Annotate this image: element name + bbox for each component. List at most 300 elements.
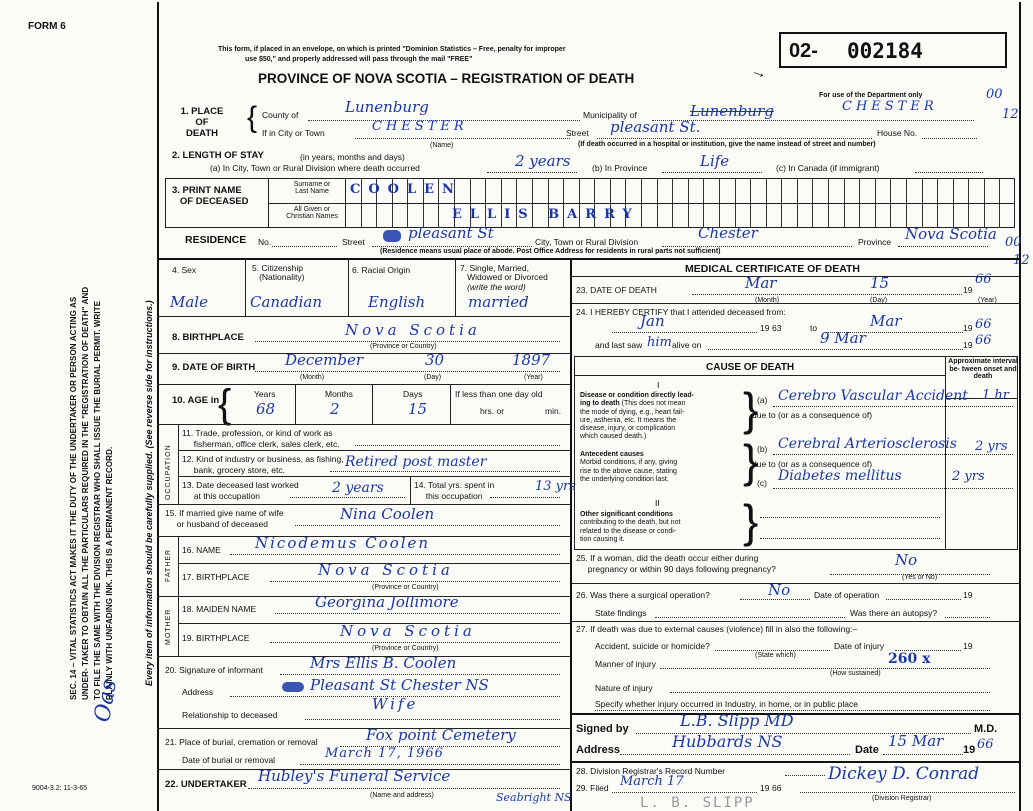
informant-sig-value[interactable]: Mrs Ellis B. Coolen [310, 654, 457, 672]
cause-c-line [773, 488, 1013, 489]
disease-brace: } [743, 383, 759, 435]
undertaker-value[interactable]: Hubley's Funeral Service [258, 767, 451, 785]
signature-top-rule [572, 713, 1019, 715]
total-years-value[interactable]: 13 yrs [535, 479, 576, 494]
father-name-value[interactable]: Nicodemus Coolen [255, 534, 431, 552]
sex-label: 4. Sex [172, 265, 197, 275]
relation-value[interactable]: Wife [372, 695, 419, 713]
due-to-1: due to (or as a consequence of) [752, 410, 873, 420]
name-letter-cell [828, 203, 829, 228]
last-saw-label: and last saw [595, 340, 643, 350]
informant-sig-label: 20. Signature of informant [165, 665, 263, 675]
name-letter-cell [828, 178, 829, 203]
which-sub: (State which) [755, 652, 796, 659]
nature-label: Nature of injury [595, 683, 653, 693]
cause-c-value[interactable]: Diabetes mellitus [778, 468, 902, 484]
form-number: FORM 6 [28, 21, 66, 32]
op-date-label: Date of operation [814, 590, 880, 600]
col-6-7 [455, 258, 456, 316]
nature-line [670, 692, 990, 693]
mother-bp-sub: (Province or Country) [372, 645, 439, 652]
col-4-5 [245, 258, 246, 316]
injury-date-label: Date of injury [834, 641, 885, 651]
name-letter-cell [548, 178, 549, 203]
relation-line [305, 719, 560, 720]
registration-prefix: 02- [789, 40, 818, 62]
residence-province-line [898, 246, 988, 247]
surname-label: Surname or Last Name [293, 181, 331, 195]
cause-header-rule [574, 375, 945, 376]
residence-street-value[interactable]: pleasant St [408, 224, 494, 242]
form-left-border [157, 2, 159, 811]
dob-month[interactable]: December [285, 351, 364, 369]
name-letter-cell [953, 178, 954, 203]
manner-value[interactable]: 260 x [888, 651, 931, 667]
name-letter-cell [968, 178, 969, 203]
stay-a-label: (a) In City, Town or Rural Division where death occurred [210, 163, 420, 173]
autopsy-label: Was there an autopsy? [850, 608, 938, 618]
form-right-border [1019, 2, 1021, 811]
name-letter-cell [625, 178, 626, 203]
length-units: (in years, months and days) [300, 152, 405, 162]
age-years[interactable]: 68 [256, 400, 276, 418]
spouse-value[interactable]: Nina Coolen [340, 505, 435, 523]
alive-on-label: alive on [672, 340, 702, 350]
dod-day[interactable]: 15 [870, 274, 890, 292]
mother-name-line [275, 613, 560, 614]
cause-header: CAUSE OF DEATH [706, 362, 795, 373]
name-letter-cell [703, 178, 704, 203]
registration-number: 002184 [847, 39, 923, 63]
residence-no-line [272, 246, 337, 247]
stay-b-value[interactable]: Life [700, 152, 730, 170]
part-two: II [655, 498, 660, 508]
row-13-divider [410, 476, 411, 504]
dob-month-sub: (Month) [300, 374, 325, 381]
birthplace-value[interactable]: Nova Scotia [345, 321, 481, 339]
findings-label: State findings [595, 608, 647, 618]
father-bp-value[interactable]: Nova Scotia [318, 561, 454, 579]
dod-month[interactable]: Mar [745, 274, 777, 292]
other-line-2 [760, 538, 940, 539]
residence-city-value[interactable]: Chester [698, 224, 758, 242]
name-letter-cell [657, 203, 658, 228]
years-label: Years [254, 389, 276, 399]
name-letter-cell [485, 178, 486, 203]
name-letter-cell [641, 203, 642, 228]
stay-c-line [915, 172, 983, 173]
residence-street-label: Street [342, 237, 365, 247]
redacted-mark [383, 230, 401, 242]
mother-bp-label: 19. BIRTHPLACE [182, 633, 250, 643]
to-year-prefix: 19 [963, 323, 973, 333]
informant-sig-line [280, 674, 560, 675]
informant-address-value[interactable]: Pleasant St Chester NS [310, 676, 489, 694]
last-worked-label: 13. Date deceased last worked at this occupation [182, 480, 299, 501]
spouse-line [295, 525, 560, 526]
residence-province-label: Province [858, 237, 892, 247]
alive-year[interactable]: 66 [975, 333, 992, 348]
md-date-value[interactable]: 15 Mar [888, 732, 944, 750]
marital-value[interactable]: married [468, 293, 529, 311]
sex-value[interactable]: Male [170, 293, 208, 311]
name-letter-cell [470, 178, 471, 203]
occupation-bar [178, 424, 179, 504]
surgery-label: 26. Was there a surgical operation? [576, 590, 710, 600]
city-label: If in City or Town [262, 128, 325, 138]
dob-day[interactable]: 30 [425, 351, 445, 369]
stay-b-label: (b) In Province [592, 163, 648, 173]
md-date-year-prefix: 19 [963, 744, 976, 756]
cause-b-value[interactable]: Cerebral Arteriosclerosis [778, 436, 957, 452]
main-top-divider [157, 258, 1021, 260]
cause-b-line [773, 454, 1013, 455]
from-year-prefix: 19 [760, 323, 770, 333]
name-letter-cell [766, 178, 767, 203]
manner-label: Manner of injury [595, 659, 656, 669]
city-line [355, 138, 570, 139]
burial-place-label: 21. Place of burial, cremation or removal [165, 737, 318, 747]
name-letter-cell [797, 178, 798, 203]
name-letter-cell [890, 178, 891, 203]
father-name-line [230, 554, 560, 555]
stay-c-label: (c) In Canada (if immigrant) [776, 163, 880, 173]
filed-year[interactable]: 66 [772, 783, 782, 793]
length-of-stay-label: 2. LENGTH OF STAY [172, 150, 264, 161]
dod-label: 23. DATE OF DEATH [576, 285, 657, 295]
occupation-side-label: OCCUPATION [165, 444, 172, 500]
registration-number-box [779, 32, 1007, 68]
relation-label: Relationship to deceased [182, 710, 278, 720]
residence-label: RESIDENCE [185, 234, 247, 246]
name-letter-cell [890, 203, 891, 228]
md-address-line [620, 754, 850, 755]
name-letter-cell [781, 203, 782, 228]
md-address-value[interactable]: Hubbards NS [672, 732, 783, 751]
doctor-stamp: L. B. SLIPP [640, 795, 755, 811]
signed-by-label: Signed by [576, 723, 629, 735]
statute-sidebar: SEC. 14 – VITAL STATISTICS ACT MAKES IT THE DUTY OF THE UNDERTAKER OR PERSON ACTING AS UNDER- TAKER TO OBTAIN ALL THE PARTICULARS REQUIRED IN THE "REGISTRATION OF DEATH" AND TO FILE THE SAME WITH THE DIVISION REGISTRAR WHO SHALL ISSUE THE BURIAL PERMIT. WRITE PLAINLY WITH UNFADING INK. THIS IS A PERMANENT RECORD. [69, 286, 114, 700]
name-letter-cell [922, 178, 923, 203]
medical-header: MEDICAL CERTIFICATE OF DEATH [685, 263, 860, 275]
mother-name-label: 18. MAIDEN NAME [182, 604, 257, 614]
trade-label: 11. Trade, profession, or kind of work as fisherman, office clerk, sales clerk, etc. [182, 428, 340, 449]
city-value[interactable]: CHESTER [372, 119, 468, 134]
md-date-line [883, 754, 963, 755]
burial-date-value[interactable]: March 17, 1966 [325, 746, 444, 761]
arrow-mark: → [748, 61, 770, 84]
other-brace: } [743, 495, 759, 547]
margin-initials: Oas [90, 677, 123, 724]
pregnancy-value[interactable]: No [895, 551, 918, 569]
dob-line [255, 371, 560, 372]
dept-code-4: 12 [1013, 253, 1030, 268]
county-label: County of [262, 110, 299, 120]
form-title: PROVINCE OF NOVA SCOTIA – REGISTRATION OF DEATH [258, 71, 635, 86]
registrar-signature[interactable]: Dickey D. Conrad [828, 764, 980, 784]
registrar-sig-line [800, 792, 1015, 793]
name-letter-cell [906, 178, 907, 203]
from-value[interactable]: Jan [640, 312, 665, 330]
alive-on-value[interactable]: 9 Mar [820, 329, 866, 347]
residence-street-line [372, 246, 532, 247]
mail-notice-2: use $50," and properly addressed will pass through the mail "FREE" [245, 56, 473, 63]
to-value[interactable]: Mar [870, 312, 902, 330]
name-letter-cell [875, 178, 876, 203]
name-letter-cell [672, 203, 673, 228]
row-24-top [572, 303, 1019, 304]
name-letter-cell [376, 203, 377, 228]
street-value[interactable]: pleasant St. [610, 118, 701, 136]
dod-year[interactable]: 66 [975, 272, 992, 287]
other-line-1 [760, 517, 940, 518]
given-name-value[interactable]: ELLIS BARRY [452, 207, 640, 222]
medical-header-rule [572, 276, 1019, 277]
from-year[interactable]: 63 [772, 323, 782, 333]
name-letter-cell [875, 203, 876, 228]
interval-divider [945, 356, 946, 550]
cause-a-interval[interactable]: 1 hr [982, 388, 1009, 403]
cause-c-label: (c) [757, 478, 767, 488]
name-letter-cell [812, 203, 813, 228]
to-label: to [810, 323, 818, 333]
undertaker-label: 22. UNDERTAKER [165, 779, 247, 790]
burial-place-value[interactable]: Fox point Cemetery [366, 726, 516, 744]
name-letter-cell [781, 178, 782, 203]
row-27-top [572, 621, 1019, 622]
op-year: 19 [963, 590, 973, 600]
burial-date-line [300, 764, 560, 765]
name-letter-cell [797, 203, 798, 228]
name-letter-cell [579, 178, 580, 203]
stay-b-line [662, 172, 762, 173]
place-of-death-label: 1. PLACE OF DEATH [180, 106, 224, 139]
age-col-3 [450, 384, 451, 424]
signed-value[interactable]: L.B. Slipp MD [680, 711, 794, 730]
hrs-label: hrs. or [480, 406, 505, 416]
hospital-note: (If death occurred in a hospital or institution, give the name instead of street and number) [578, 141, 876, 148]
dob-year[interactable]: 1897 [512, 351, 551, 369]
cause-a-value[interactable]: Cerebro Vascular Accident [778, 388, 968, 404]
name-letter-cell [937, 178, 938, 203]
address-redaction [282, 682, 304, 692]
name-letter-cell [610, 178, 611, 203]
trade-line [355, 445, 560, 446]
city-name-sub: (Name) [430, 142, 454, 149]
cause-a-line [773, 406, 1013, 407]
mother-name-value[interactable]: Georgina Jollimore [315, 593, 459, 611]
accident-label: Accident, suicide or homicide? [595, 641, 710, 651]
antecedent-label: Antecedent causes Morbid conditions, if any, giving rise to the above cause, stating the underlying condition last. [580, 451, 678, 483]
name-letter-cell [392, 203, 393, 228]
row-11-top [157, 424, 570, 425]
spouse-label: 15. If married give name of wife or husband of deceased [165, 508, 284, 529]
autopsy-line [945, 617, 990, 618]
name-letter-cell [859, 178, 860, 203]
undertaker-line [248, 788, 560, 789]
record-number-line [785, 775, 825, 776]
racial-value[interactable]: English [368, 293, 426, 311]
surgery-value[interactable]: No [768, 581, 791, 599]
part-one: I [657, 380, 660, 390]
external-label: 27. If death was due to external causes (violence) fill in also the following:– [576, 624, 858, 634]
surgery-line [740, 599, 810, 600]
disease-label: Disease or condition directly lead- ing to death (This does not mean the mode of dying, e.g., heart fail- ure, asthenia, etc. It means the disease, injury, or complication which caused death.) [580, 392, 694, 441]
dod-line [692, 294, 962, 295]
filed-label: 29. Filed [576, 783, 609, 793]
cause-b-label: (b) [757, 444, 768, 454]
dob-year-sub: (Year) [524, 374, 543, 381]
county-value[interactable]: Lunenburg [345, 98, 429, 116]
filed-value[interactable]: March 17 [620, 774, 684, 789]
last-saw-value[interactable]: him [647, 335, 672, 350]
name-letter-cell [812, 178, 813, 203]
md-label: M.D. [974, 723, 998, 735]
pregnancy-label: 25. If a woman, did the death occur either during pregnancy or within 90 days following pregnancy? [576, 553, 776, 575]
dob-label: 9. DATE OF BIRTH [172, 362, 256, 373]
registrar-sub: (Division Registrar) [872, 795, 932, 802]
column-divider [570, 258, 572, 811]
dept-code-1: 00 [986, 87, 1003, 102]
dept-code-2: 12 [1002, 107, 1019, 122]
name-letter-cell [516, 178, 517, 203]
name-letter-cell [719, 178, 720, 203]
stay-a-value[interactable]: 2 years [515, 152, 571, 170]
industry-label: 12. Kind of industry or business, as fishing, bank, grocery store, etc. [182, 454, 344, 475]
undertaker-sub: (Name and address) [370, 792, 434, 799]
findings-line [655, 617, 845, 618]
alive-on-line [708, 349, 963, 350]
print-name-label: 3. PRINT NAME OF DECEASED [172, 185, 249, 207]
age-brace: { [218, 382, 232, 426]
md-date-year[interactable]: 66 [977, 737, 994, 752]
stay-a-line [487, 172, 577, 173]
row-8-top [157, 316, 570, 317]
name-letter-cell [688, 203, 689, 228]
days-label: Days [403, 389, 423, 399]
department-use-label: For use of the Department only [819, 92, 923, 99]
filed-year-prefix: 19 [760, 783, 770, 793]
col-5-6 [348, 258, 349, 316]
burial-date-label: Date of burial or removal [182, 755, 276, 765]
name-letter-cell [999, 203, 1000, 228]
min-label: min. [545, 406, 562, 416]
given-name-label: All Given or Christian Names [286, 206, 338, 220]
house-no-line [922, 138, 977, 139]
interval-header: Approximate interval be- tween onset and death [948, 358, 1018, 381]
how-sub: (How sustained) [830, 670, 881, 677]
manner-line [660, 668, 990, 669]
mother-bar [178, 596, 179, 656]
municipality-value[interactable]: Lunenburg [690, 102, 774, 120]
name-letter-cell [844, 178, 845, 203]
yes-no-sub: (Yes or No) [902, 574, 938, 581]
industry-value[interactable]: Retired post master [345, 454, 487, 470]
name-letter-cell [735, 178, 736, 203]
injury-year: 19 [963, 641, 973, 651]
municipality-label: Municipality of [583, 110, 637, 120]
name-letter-cell [984, 178, 985, 203]
citizenship-label: 5. Citizenship (Nationality) [252, 263, 305, 283]
months-label: Months [325, 389, 353, 399]
racial-label: 6. Racial Origin [352, 265, 411, 275]
age-days[interactable]: 15 [408, 400, 428, 418]
dod-year-prefix: 19 [963, 285, 973, 295]
name-letter-cell [563, 178, 564, 203]
to-year[interactable]: 66 [975, 317, 992, 332]
due-to-2: due to (or as a consequence of) [752, 459, 873, 469]
dob-day-sub: (Day) [424, 374, 442, 381]
marital-label: 7. Single, Married, Widowed or Divorced (write the word) [460, 263, 548, 292]
name-letter-cell [641, 178, 642, 203]
form-footer-code: 9004-3.2: 11-3-65 [32, 785, 88, 792]
row-12-top [178, 450, 570, 451]
father-name-label: 16. NAME [182, 545, 221, 555]
residence-note: (Residence means usual place of abode. Post Office Address for residents in rural parts not sufficient) [380, 248, 721, 255]
street-line [597, 138, 872, 139]
father-bp-line [270, 581, 560, 582]
row-13-top [178, 476, 570, 477]
residence-province-value[interactable]: Nova Scotia [905, 225, 997, 243]
mother-bp-value[interactable]: Nova Scotia [340, 622, 476, 640]
name-letter-cell [859, 203, 860, 228]
mother-side-label: MOTHER [165, 608, 172, 645]
street-label: Street [566, 128, 589, 138]
age-col-2 [372, 384, 373, 424]
name-letter-cell [750, 178, 751, 203]
row-9-top [157, 353, 570, 354]
name-letter-cell [688, 178, 689, 203]
last-worked-line [290, 497, 405, 498]
accident-line [715, 650, 830, 651]
surname-value[interactable]: COOLEN [350, 182, 462, 197]
row-26-top [572, 583, 1019, 584]
name-letter-cell [501, 178, 502, 203]
other-conditions-label: Other significant conditions contributing to the death, but not related to the disease or condi- tion causing it. [580, 511, 681, 543]
name-letter-cell [844, 203, 845, 228]
dod-year-sub: (Year) [978, 297, 997, 304]
total-years-label: 14. Total yrs. spent in this occupation [414, 480, 495, 501]
house-no-label: House No. [877, 128, 918, 138]
age-months[interactable]: 2 [330, 400, 340, 418]
father-bp-label: 17. BIRTHPLACE [182, 572, 250, 582]
under-day-label: If less than one day old [455, 389, 543, 399]
registrar-top-rule [572, 761, 1019, 763]
father-bp-sub: (Province or Country) [372, 584, 439, 591]
place-brace: { [247, 101, 258, 134]
supply-info-note: Every item of information should be carefully supplied. (See reverse side for instructions.) [144, 300, 154, 686]
cause-b-interval[interactable]: 2 yrs [975, 439, 1008, 454]
age-label: 10. AGE in [172, 395, 220, 406]
father-bar [178, 536, 179, 596]
dod-day-sub: (Day) [870, 297, 888, 304]
alive-year-prefix: 19 [963, 340, 973, 350]
cause-a-label: (a) [757, 395, 768, 405]
cause-c-interval[interactable]: 2 yrs [952, 469, 985, 484]
dept-code-3: 00 [1005, 235, 1022, 250]
citizenship-value[interactable]: Canadian [250, 293, 323, 311]
certify-label: 24. I HEREBY CERTIFY that I attended deceased from: [576, 307, 786, 317]
name-letter-cell [672, 178, 673, 203]
undertaker-address-value[interactable]: Seabright NS [496, 791, 572, 804]
birthplace-line [255, 341, 560, 342]
name-letter-cell [532, 178, 533, 203]
residence-city-line [662, 246, 852, 247]
last-worked-value[interactable]: 2 years [332, 480, 384, 496]
name-letter-cell [766, 203, 767, 228]
from-line [612, 332, 757, 333]
record-number-label: 28. Division Registrar's Record Number [576, 766, 726, 776]
